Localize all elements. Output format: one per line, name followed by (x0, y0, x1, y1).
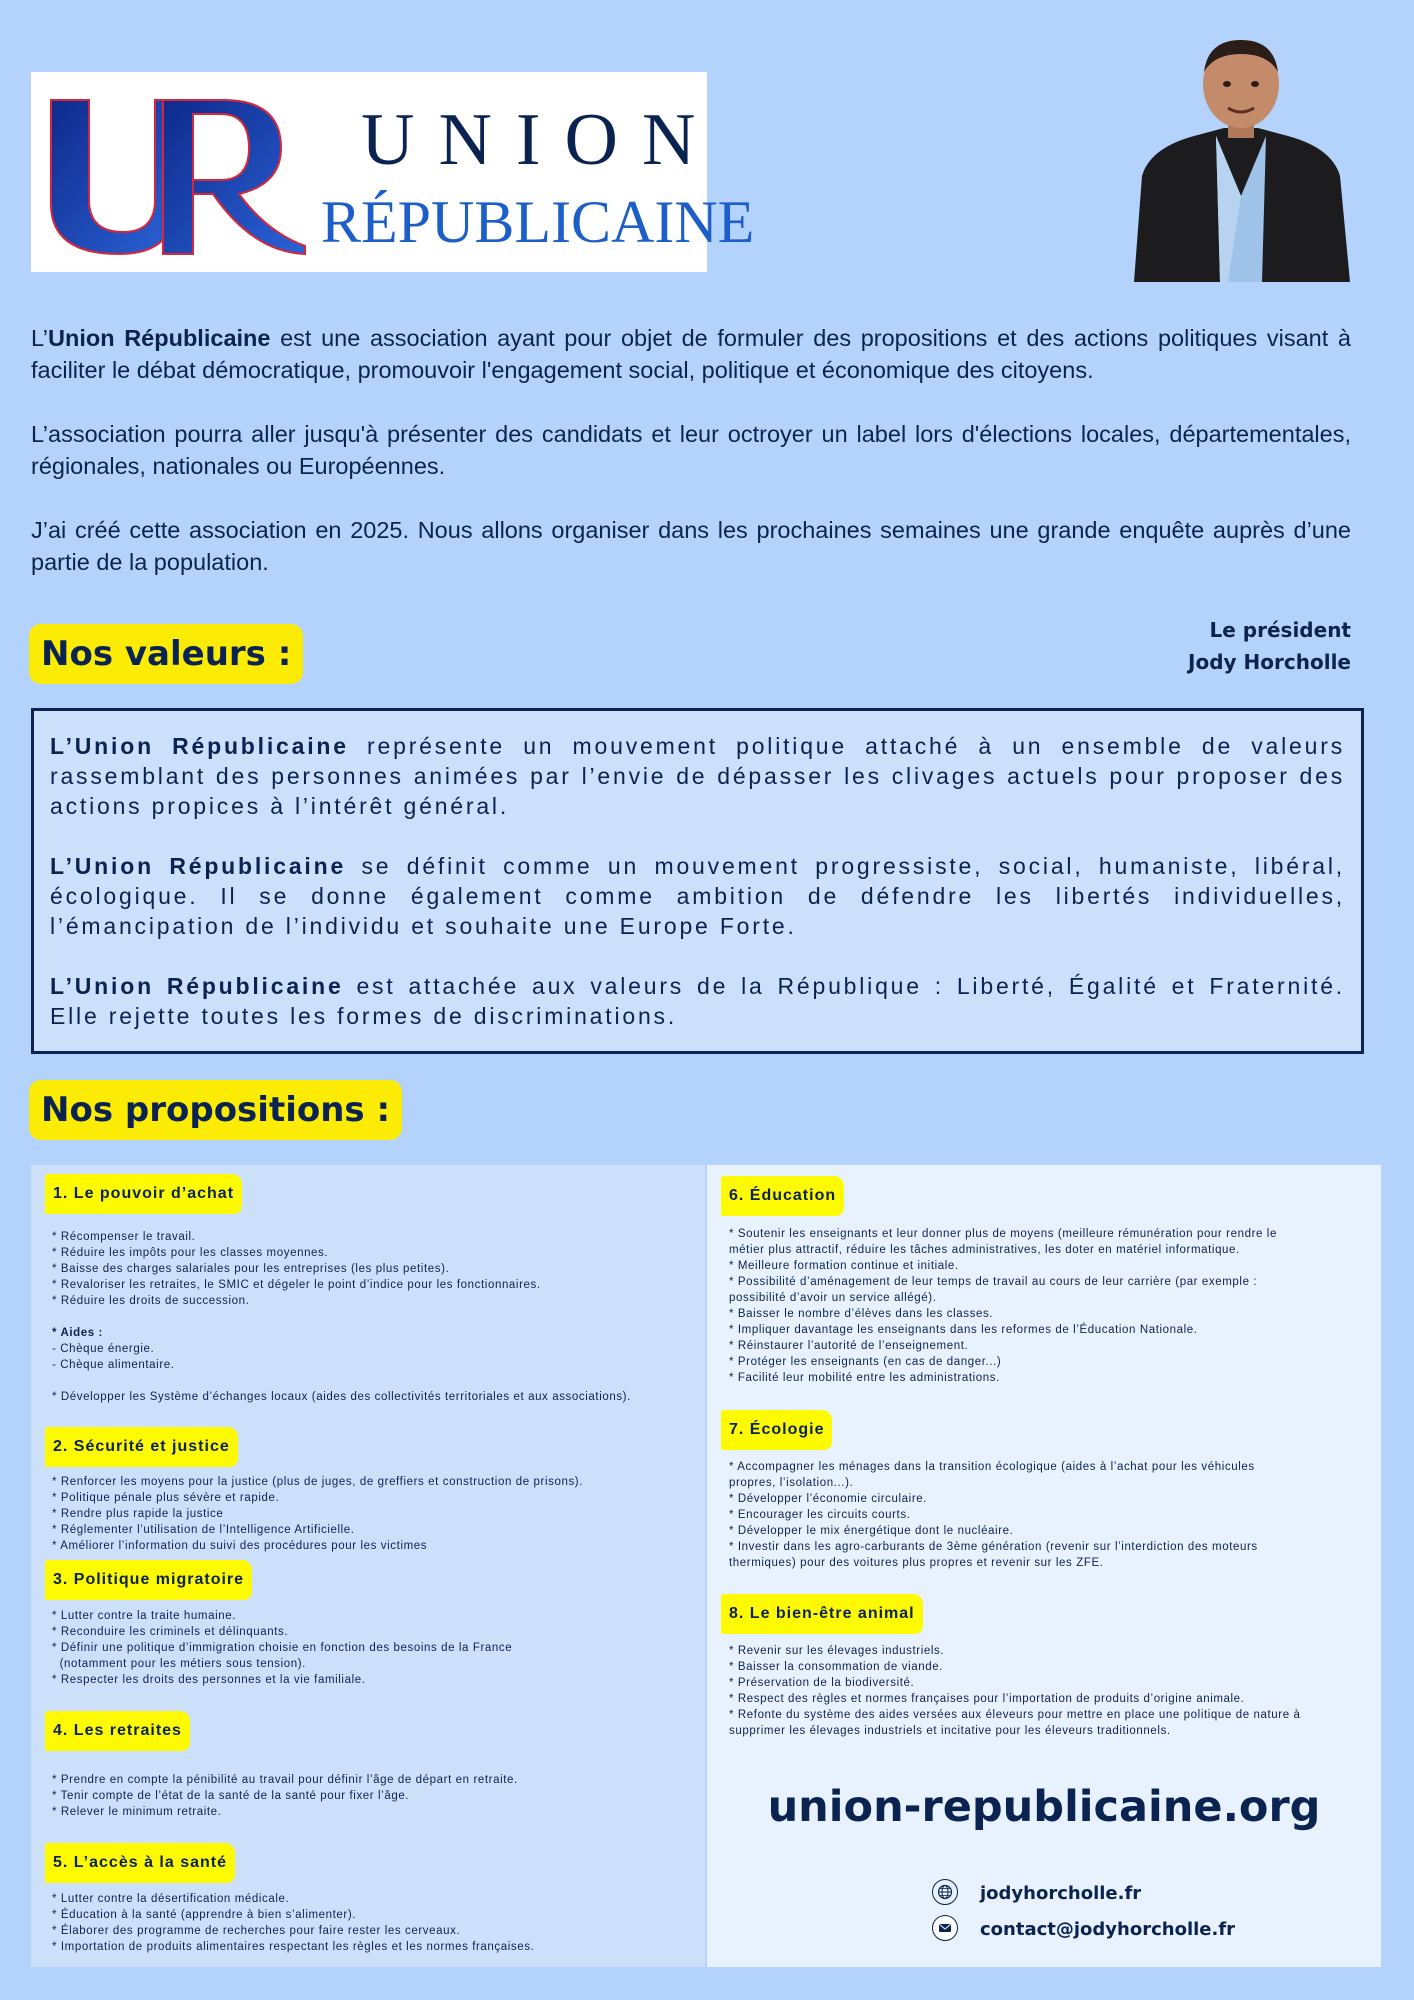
section-8-list (729, 1643, 1301, 1739)
list-item: supprimer les élevages industriels et incitative pour les éleveurs traditionnels. (729, 1725, 1171, 1737)
email-link[interactable]: contact@jodyhorcholle.fr (980, 1919, 1236, 1940)
list-item: * Baisse des charges salariales pour les entreprises (les plus petites). (52, 1263, 450, 1275)
mail-icon (932, 1915, 958, 1941)
propositions-heading: Nos propositions : (29, 1080, 402, 1140)
list-item: * Réinstaurer l’autorité de l’enseignement. (729, 1340, 969, 1352)
list-spacer (52, 1309, 631, 1325)
values-paragraph-1: L’Union Républicaine représente un mouvement politique attaché à un ensemble de valeurs rassemblant des personnes animées par l’envie de dépasser les clivages actuels pour proposer des actions propices à l’intérêt général. (50, 733, 1345, 819)
list-item: * Possibilité d’aménagement de leur temps de travail au cours de leur carrière (par exemple : (729, 1276, 1258, 1288)
list-item: * Définir une politique d’immigration choisie en fonction des besoins de la France (52, 1642, 513, 1654)
section-4-list (52, 1772, 518, 1820)
values-paragraph-3: L’Union Républicaine est attachée aux valeurs de la République : Liberté, Égalité et Fraternité. Elle rejette toutes les formes de discriminations. (50, 973, 1345, 1029)
list-item: * Améliorer l’information du suivi des procédures pour les victimes (52, 1540, 428, 1552)
list-item: * Développer le mix énergétique dont le nucléaire. (729, 1525, 1014, 1537)
list-item: * Soutenir les enseignants et leur donner plus de moyens (meilleure rémunération pour rendre le (729, 1228, 1277, 1240)
list-item: * Accompagner les ménages dans la transition écologique (aides à l’achat pour les véhicules (729, 1461, 1255, 1473)
list-item: * Éducation à la santé (apprendre à bien s’alimenter). (52, 1909, 357, 1921)
list-item: * Réduire les droits de succession. (52, 1295, 250, 1307)
list-item: * Récompenser le travail. (52, 1231, 196, 1243)
list-item: * Rendre plus rapide la justice (52, 1508, 224, 1520)
section-6-title: 6. Éducation (721, 1176, 844, 1216)
list-item: * Politique pénale plus sévère et rapide. (52, 1492, 280, 1504)
list-item: * Importation de produits alimentaires respectant les règles et les normes françaises. (52, 1941, 535, 1953)
list-item: * Respecter les droits des personnes et la vie familiale. (52, 1674, 366, 1686)
list-item: * Investir dans les agro-carburants de 3ème génération (revenir sur l’interdiction des moteurs (729, 1541, 1258, 1553)
values-heading: Nos valeurs : (29, 624, 303, 684)
list-item: (notamment pour les métiers sous tension). (52, 1658, 306, 1670)
section-6-list (729, 1226, 1277, 1386)
section-2-list (52, 1474, 583, 1554)
intro-paragraph-1: L’Union Républicaine est une association ayant pour objet de formuler des propositions et des actions politiques visant à faciliter le débat démocratique, promouvoir l'engagement social, politique et économique des citoyens. (31, 325, 1351, 383)
section-2-title: 2. Sécurité et justice (45, 1427, 238, 1467)
intro-text (31, 322, 1351, 610)
list-item: * Baisser la consommation de viande. (729, 1661, 944, 1673)
section-1-title: 1. Le pouvoir d’achat (45, 1174, 242, 1214)
intro-paragraph-2: L’association pourra aller jusqu'à présenter des candidats et leur octroyer un label lors d'élections locales, départementales, régionales, nationales ou Européennes. (31, 421, 1351, 479)
list-item: * Prendre en compte la pénibilité au travail pour définir l’âge de départ en retraite. (52, 1774, 518, 1786)
president-portrait (1128, 36, 1354, 282)
section-8-title: 8. Le bien-être animal (721, 1594, 923, 1634)
logo-word-republicaine: RÉPUBLICAINE (321, 189, 755, 255)
list-item: * Facilité leur mobilité entre les administrations. (729, 1372, 1000, 1384)
list-item: - Chèque alimentaire. (52, 1359, 175, 1371)
list-item: * Développer les Système d’échanges locaux (aides des collectivités territoriales et aux associations). (52, 1391, 631, 1403)
list-item: thermiques) pour des voitures plus propres et revenir sur les ZFE. (729, 1557, 1104, 1569)
logo-word-union: UNION (361, 99, 720, 181)
signature-role: Le président (1209, 618, 1351, 642)
list-item: * Renforcer les moyens pour la justice (plus de juges, de greffiers et construction de prisons). (52, 1476, 584, 1488)
list-item: * Élaborer des programme de recherches pour faire rester les cerveaux. (52, 1925, 461, 1937)
union-republicaine-logo (31, 72, 755, 272)
list-item: * Refonte du système des aides versées aux éleveurs pour mettre en place une politique de nature à (729, 1709, 1301, 1721)
list-item: métier plus attractif, réduire les tâches administratives, les doter en matériel informatique. (729, 1244, 1240, 1256)
list-item: * Reconduire les criminels et délinquants. (52, 1626, 289, 1638)
list-item: * Protéger les enseignants (en cas de danger...) (729, 1356, 1002, 1368)
list-item: * Lutter contre la désertification médicale. (52, 1893, 290, 1905)
list-item: * Réglementer l’utilisation de l’Intelligence Artificielle. (52, 1524, 355, 1536)
list-item: * Meilleure formation continue et initiale. (729, 1260, 959, 1272)
list-item: propres, l’isolation...). (729, 1477, 854, 1489)
signature-name: Jody Horcholle (1188, 650, 1351, 674)
list-item: * Lutter contre la traite humaine. (52, 1610, 237, 1622)
list-item: - Chèque énergie. (52, 1343, 155, 1355)
list-item: * Relever le minimum retraite. (52, 1806, 222, 1818)
list-item: * Revaloriser les retraites, le SMIC et dégeler le point d’indice pour les fonctionnaires. (52, 1279, 541, 1291)
list-item: possibilité d’avoir un service allégé). (729, 1292, 937, 1304)
website-url[interactable]: union-republicaine.org (767, 1782, 1321, 1832)
intro-paragraph-3: J’ai créé cette association en 2025. Nous allons organiser dans les prochaines semaines une grande enquête auprès d’une partie de la population. (31, 517, 1351, 575)
aides-label: * Aides : (52, 1327, 103, 1339)
list-item: * Encourager les circuits courts. (729, 1509, 911, 1521)
section-7-list (729, 1459, 1258, 1571)
list-item: * Respect des règles et normes françaises pour l’importation de produits d’origine animale. (729, 1693, 1245, 1705)
site-link[interactable]: jodyhorcholle.fr (980, 1883, 1142, 1904)
signature (1188, 614, 1351, 678)
values-box (31, 708, 1364, 1054)
list-spacer (52, 1373, 631, 1389)
list-item: * Baisser le nombre d’élèves dans les classes. (729, 1308, 994, 1320)
ur-monogram-logo (43, 82, 313, 262)
section-5-title: 5. L’accès à la santé (45, 1843, 235, 1883)
list-item: * Tenir compte de l’état de la santé de la santé pour fixer l’âge. (52, 1790, 410, 1802)
section-7-title: 7. Écologie (721, 1410, 832, 1450)
list-item: * Développer l’économie circulaire. (729, 1493, 928, 1505)
globe-icon (932, 1879, 958, 1905)
section-1-list (52, 1229, 631, 1405)
list-item: * Réduire les impôts pour les classes moyennes. (52, 1247, 329, 1259)
list-item: * Préservation de la biodiversité. (729, 1677, 915, 1689)
section-4-title: 4. Les retraites (45, 1711, 190, 1751)
values-paragraph-2: L’Union Républicaine se définit comme un mouvement progressiste, social, humaniste, libéral, écologique. Il se donne également comme ambition de défendre les libertés individuelles, l’émancipation de l’individu et souhaite une Europe Forte. (50, 853, 1345, 939)
list-item: * Revenir sur les élevages industriels. (729, 1645, 945, 1657)
list-item: * Impliquer davantage les enseignants dans les reformes de l’Éducation Nationale. (729, 1324, 1198, 1336)
section-3-list (52, 1608, 512, 1688)
section-3-title: 3. Politique migratoire (45, 1560, 252, 1600)
section-5-list (52, 1891, 534, 1955)
